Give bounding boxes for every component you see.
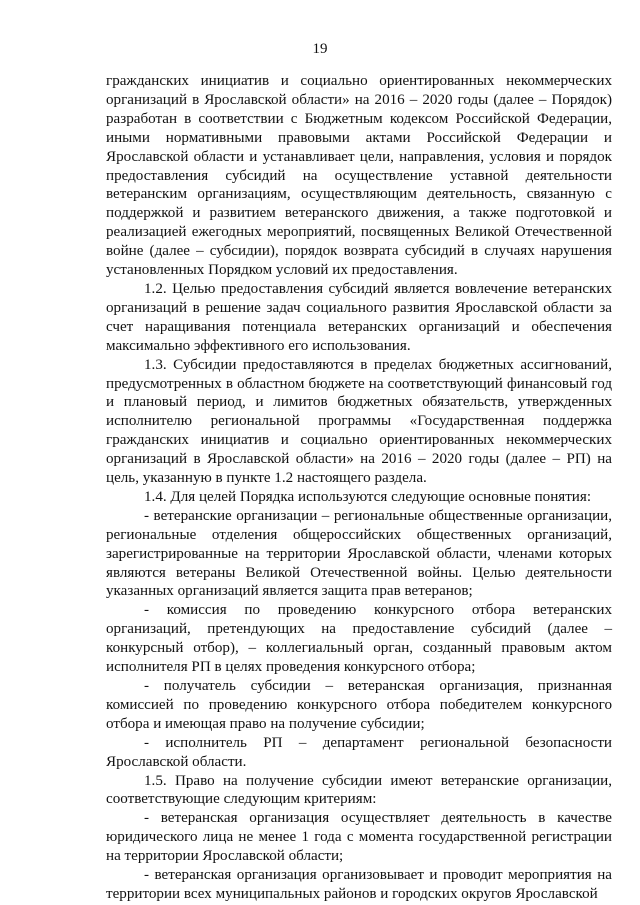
definition-executor: - исполнитель РП – департамент региональной безопасности Ярославской области. (106, 734, 612, 770)
paragraph-porядок-intro: гражданских инициатив и социально ориентированных некоммерческих организаций в Ярославской области» на 2016 – 2020 годы (далее – Порядок) разработан в соответствии с Бюджетным кодексом Российской Федерации, иными нормативными правовыми актами Российской Федерации и Ярославской области и устанавливает цели, направления, условия и порядок предоставления субсидий на осуществление уставной деятельности ветеранским организациям, осуществляющим деятельность, связанную с поддержкой и развитием ветеранского движения, а также подготовкой и реализацией ежегодных мероприятий, посвященных Великой Отечественной войне (далее – субсидии), порядок возврата субсидий в случаях нарушения установленных Порядком условий их предоставления. (106, 73, 612, 279)
paragraph-1-2-purpose: 1.2. Целью предоставления субсидий является вовлечение ветеранских организаций в решение задач социального развития Ярославской области за счет наращивания потенциала ветеранских организаций и обеспечения максимально эффективного его использования. (106, 280, 612, 354)
definition-recipient: - получатель субсидии – ветеранская организация, признанная комиссией по проведению конкурсного отбора победителем конкурсного отбора и имеющая право на получение субсидии; (106, 678, 612, 732)
paragraph-1-5-eligibility: 1.5. Право на получение субсидии имеют ветеранские организации, соответствующие следующим критериям: (106, 772, 612, 808)
criterion-events-territory: - ветеранская организация организовывает и проводит мероприятия на территории всех муниципальных районов и городских округов Ярославской (106, 867, 612, 902)
paragraph-1-4-definitions: 1.4. Для целей Порядка используются следующие основные понятия: (144, 488, 592, 505)
definition-commission: - комиссия по проведению конкурсного отбора ветеранских организаций, претендующих на предоставление субсидий (далее – конкурсный отбор), – коллегиальный орган, созданный правовым актом исполнителя РП в целях проведения конкурсного отбора; (106, 602, 612, 676)
page-number: 19 (312, 41, 328, 57)
document-body (106, 72, 612, 904)
criterion-legal-entity: - ветеранская организация осуществляет деятельность в качестве юридического лица не менее 1 года с момента государственной регистрации на территории Ярославской области; (106, 810, 612, 865)
paragraph-1-3-funding: 1.3. Субсидии предоставляются в пределах бюджетных ассигнований, предусмотренных в областном бюджете на соответствующий финансовый год и плановый период, и лимитов бюджетных обязательств, утвержденных исполнителю региональной программы «Государственная поддержка гражданских инициатив и социально ориентированных некоммерческих организаций в Ярославской области» на 2016 – 2020 годы (далее – РП) на цель, указанную в пункте 1.2 настоящего раздела. (106, 356, 612, 487)
definition-veteran-organizations: - ветеранские организации – региональные общественные организации, региональные отделения общероссийских общественных организаций, зарегистрированные на территории Ярославской области, членами которых являются ветераны Великой Отечественной войны. Целью деятельности указанных организаций является защита прав ветеранов; (106, 507, 612, 600)
